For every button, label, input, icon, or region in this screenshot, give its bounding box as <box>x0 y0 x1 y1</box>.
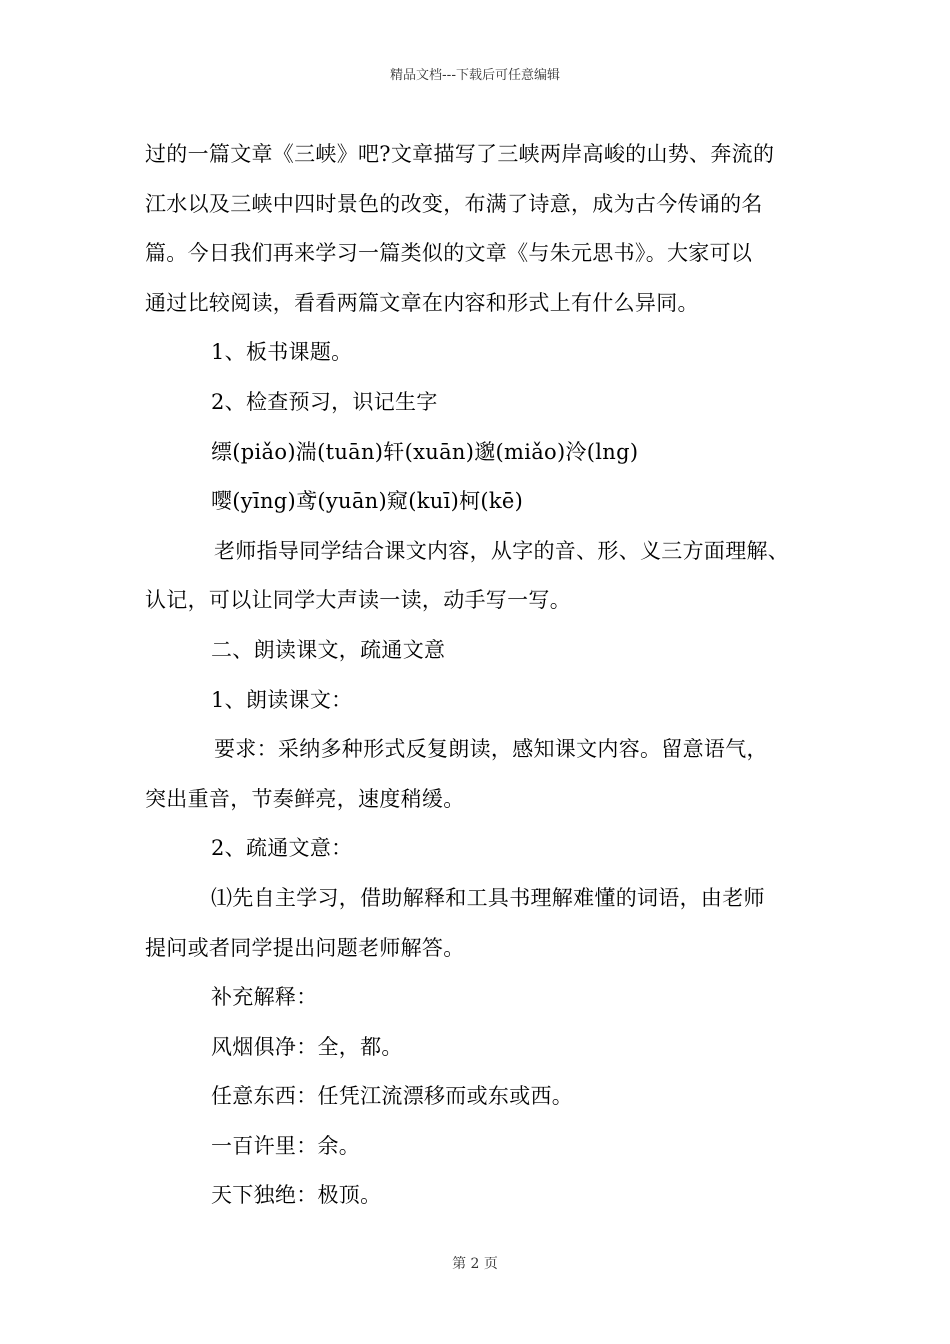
paragraph-line: 老师指导同学结合课文内容，从字的音、形、义三方面理解、 <box>214 538 790 563</box>
page-number: 第 2 页 <box>452 1256 498 1272</box>
paragraph-line: 江水以及三峡中四时景色的改变，布满了诗意，成为古今传诵的名 <box>145 191 763 216</box>
definition-line: 天下独绝：极顶。 <box>211 1183 382 1208</box>
pinyin-line: 嘤(yīng)鸢(yuān)窥(kuī)柯(kē) <box>211 489 524 514</box>
definition-line: 风烟俱净：全，都。 <box>211 1034 403 1059</box>
section-item: 1、板书课题。 <box>211 340 353 365</box>
paragraph-line: 过的一篇文章《三峡》吧?文章描写了三峡两岸高峻的山势、奔流的 <box>145 142 775 166</box>
section-item: 2、检查预习，识记生字 <box>211 389 438 414</box>
pinyin-line: 缥(piǎo)湍(tuān)轩(xuān)邈(miǎo)泠(lng) <box>211 439 639 464</box>
paragraph-line: 提问或者同学提出问题老师解答。 <box>145 935 465 960</box>
page-header: 精品文档---下载后可任意编辑 <box>389 68 561 83</box>
section-heading: 二、朗读课文，疏通文意 <box>211 637 446 662</box>
paragraph-line: 突出重音，节奏鲜亮，速度稍缓。 <box>145 786 465 811</box>
paragraph-line: ⑴先自主学习，借助解释和工具书理解难懂的词语，由老师 <box>211 885 765 910</box>
definition-line: 一百许里：余。 <box>211 1133 361 1158</box>
paragraph-line: 通过比较阅读，看看两篇文章在内容和形式上有什么异同。 <box>145 290 699 315</box>
paragraph-line: 要求：采纳多种形式反复朗读，感知课文内容。留意语气， <box>214 737 768 762</box>
paragraph-line: 认记，可以让同学大声读一读，动手写一写。 <box>145 588 571 613</box>
section-item: 2、疏通文意： <box>211 836 353 861</box>
section-item: 1、朗读课文： <box>211 687 353 712</box>
paragraph-line: 篇。今日我们再来学习一篇类似的文章《与朱元思书》。大家可以 <box>145 241 753 266</box>
section-item: 补充解释： <box>211 985 318 1010</box>
document-body <box>145 130 825 1221</box>
definition-line: 任意东西：任凭江流漂移而或东或西。 <box>211 1084 574 1109</box>
